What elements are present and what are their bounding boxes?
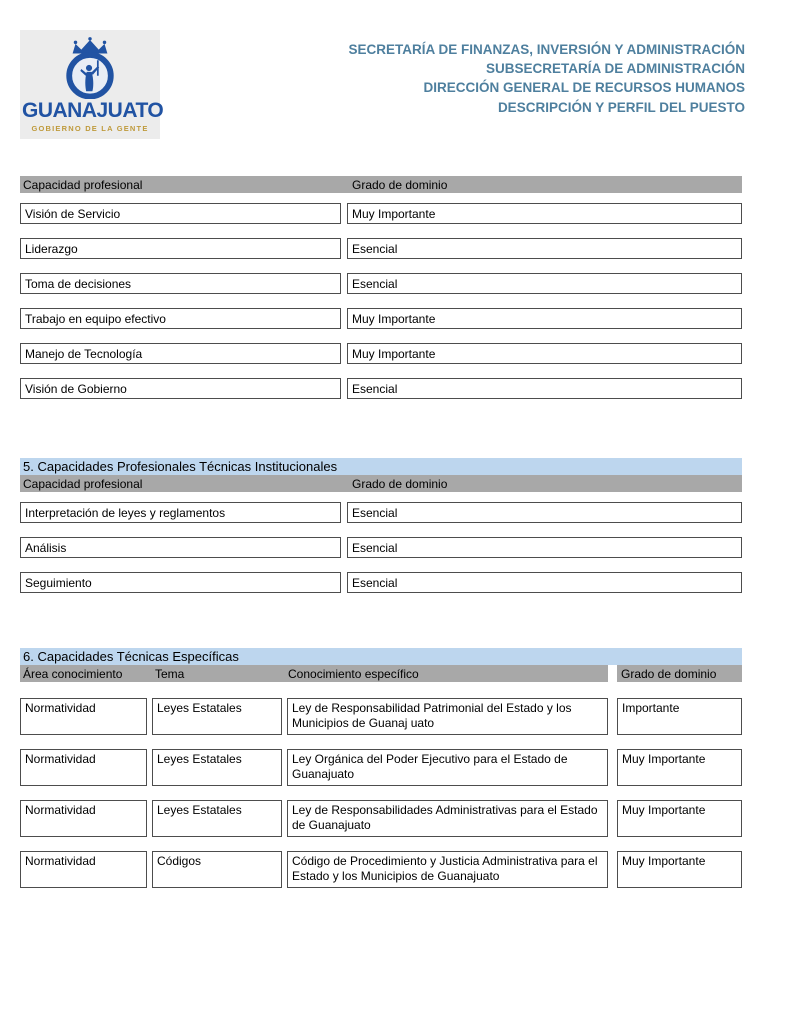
tema-field[interactable]: Leyes Estatales bbox=[152, 698, 282, 735]
header-line: SUBSECRETARÍA DE ADMINISTRACIÓN bbox=[485, 61, 745, 77]
capacidad-profesional-field[interactable]: Manejo de Tecnología bbox=[20, 343, 341, 364]
logo-wordmark: GUANAJUATO bbox=[22, 99, 164, 122]
capacidad-profesional-field[interactable]: Análisis bbox=[20, 537, 341, 558]
grado-dominio-field[interactable]: Muy Importante bbox=[617, 800, 742, 837]
guanajuato-logo bbox=[20, 30, 164, 139]
grado-dominio-field[interactable]: Muy Importante bbox=[347, 203, 742, 224]
column-header-capacidad: Capacidad profesional bbox=[23, 476, 143, 491]
capacidad-profesional-field[interactable]: Trabajo en equipo efectivo bbox=[20, 308, 341, 329]
column-header-grado: Grado de dominio bbox=[352, 476, 448, 491]
table-row bbox=[20, 308, 742, 329]
capacidad-profesional-field[interactable]: Seguimiento bbox=[20, 572, 341, 593]
capacidad-profesional-field[interactable]: Interpretación de leyes y reglamentos bbox=[20, 502, 341, 523]
table-row bbox=[20, 238, 742, 259]
grado-dominio-field[interactable]: Esencial bbox=[347, 537, 742, 558]
seccion-5-table bbox=[20, 458, 742, 593]
column-header-capacidad: Capacidad profesional bbox=[23, 177, 143, 192]
table-rows bbox=[20, 502, 742, 593]
column-header-grado: Grado de dominio bbox=[352, 177, 448, 192]
tema-field[interactable]: Códigos bbox=[152, 851, 282, 888]
table-row bbox=[20, 572, 742, 593]
table-row bbox=[20, 800, 742, 837]
table-rows bbox=[20, 203, 742, 399]
area-conocimiento-field[interactable]: Normatividad bbox=[20, 851, 147, 888]
column-header-row bbox=[20, 665, 742, 682]
guanajuato-state-emblem-icon bbox=[61, 37, 119, 99]
column-header-left-segment bbox=[20, 665, 608, 682]
header-line: DIRECCIÓN GENERAL DE RECURSOS HUMANOS bbox=[423, 80, 745, 96]
conocimiento-especifico-field[interactable]: Ley de Responsabilidades Administrativas para el Estado de Guanajuato bbox=[287, 800, 608, 837]
conocimiento-especifico-field[interactable]: Ley Orgánica del Poder Ejecutivo para el Estado de Guanajuato bbox=[287, 749, 608, 786]
section-5-title: 5. Capacidades Profesionales Técnicas Institucionales bbox=[23, 459, 338, 474]
grado-dominio-field[interactable]: Muy Importante bbox=[617, 749, 742, 786]
column-header-grado: Grado de dominio bbox=[617, 665, 742, 682]
capacidad-profesional-field[interactable]: Visión de Gobierno bbox=[20, 378, 341, 399]
column-header-row bbox=[20, 176, 742, 193]
table-row bbox=[20, 203, 742, 224]
table-row bbox=[20, 378, 742, 399]
area-conocimiento-field[interactable]: Normatividad bbox=[20, 800, 147, 837]
column-header-conocimiento: Conocimiento específico bbox=[288, 666, 419, 681]
tema-field[interactable]: Leyes Estatales bbox=[152, 749, 282, 786]
document-header bbox=[348, 40, 745, 117]
grado-dominio-field[interactable]: Esencial bbox=[347, 502, 742, 523]
table-row bbox=[20, 273, 742, 294]
grado-dominio-field[interactable]: Importante bbox=[617, 698, 742, 735]
tema-field[interactable]: Leyes Estatales bbox=[152, 800, 282, 837]
table-row bbox=[20, 749, 742, 786]
area-conocimiento-field[interactable]: Normatividad bbox=[20, 698, 147, 735]
table-row bbox=[20, 851, 742, 888]
grado-dominio-field[interactable]: Esencial bbox=[347, 273, 742, 294]
table-row bbox=[20, 698, 742, 735]
section-6-title: 6. Capacidades Técnicas Específicas bbox=[23, 649, 239, 664]
table-row bbox=[20, 343, 742, 364]
table-row bbox=[20, 537, 742, 558]
header-line: SECRETARÍA DE FINANZAS, INVERSIÓN Y ADMINISTRACIÓN bbox=[348, 42, 745, 57]
header-line: DESCRIPCIÓN Y PERFIL DEL PUESTO bbox=[497, 99, 745, 115]
column-header-tema: Tema bbox=[155, 666, 185, 681]
capacidad-profesional-field[interactable]: Liderazgo bbox=[20, 238, 341, 259]
conocimiento-especifico-field[interactable]: Ley de Responsabilidad Patrimonial del Estado y los Municipios de Guanaj uato bbox=[287, 698, 608, 735]
column-header-area: Área conocimiento bbox=[23, 666, 123, 681]
grado-dominio-field[interactable]: Esencial bbox=[347, 378, 742, 399]
grado-dominio-field[interactable]: Muy Importante bbox=[347, 308, 742, 329]
table-row bbox=[20, 502, 742, 523]
logo-tagline: GOBIERNO DE LA GENTE bbox=[31, 124, 149, 133]
grado-dominio-field[interactable]: Muy Importante bbox=[347, 343, 742, 364]
grado-dominio-field[interactable]: Esencial bbox=[347, 572, 742, 593]
conocimiento-especifico-field[interactable]: Código de Procedimiento y Justicia Administrativa para el Estado y los Municipios de Guanajuato bbox=[287, 851, 608, 888]
capacidad-profesional-field[interactable]: Toma de decisiones bbox=[20, 273, 341, 294]
table-rows bbox=[20, 698, 742, 888]
section-6-title-bar bbox=[20, 648, 742, 665]
area-conocimiento-field[interactable]: Normatividad bbox=[20, 749, 147, 786]
grado-dominio-field[interactable]: Muy Importante bbox=[617, 851, 742, 888]
seccion-6-table bbox=[20, 648, 742, 888]
capacidades-profesionales-table bbox=[20, 176, 742, 399]
column-header-row bbox=[20, 475, 742, 492]
capacidad-profesional-field[interactable]: Visión de Servicio bbox=[20, 203, 341, 224]
section-5-title-bar bbox=[20, 458, 742, 475]
grado-dominio-field[interactable]: Esencial bbox=[347, 238, 742, 259]
